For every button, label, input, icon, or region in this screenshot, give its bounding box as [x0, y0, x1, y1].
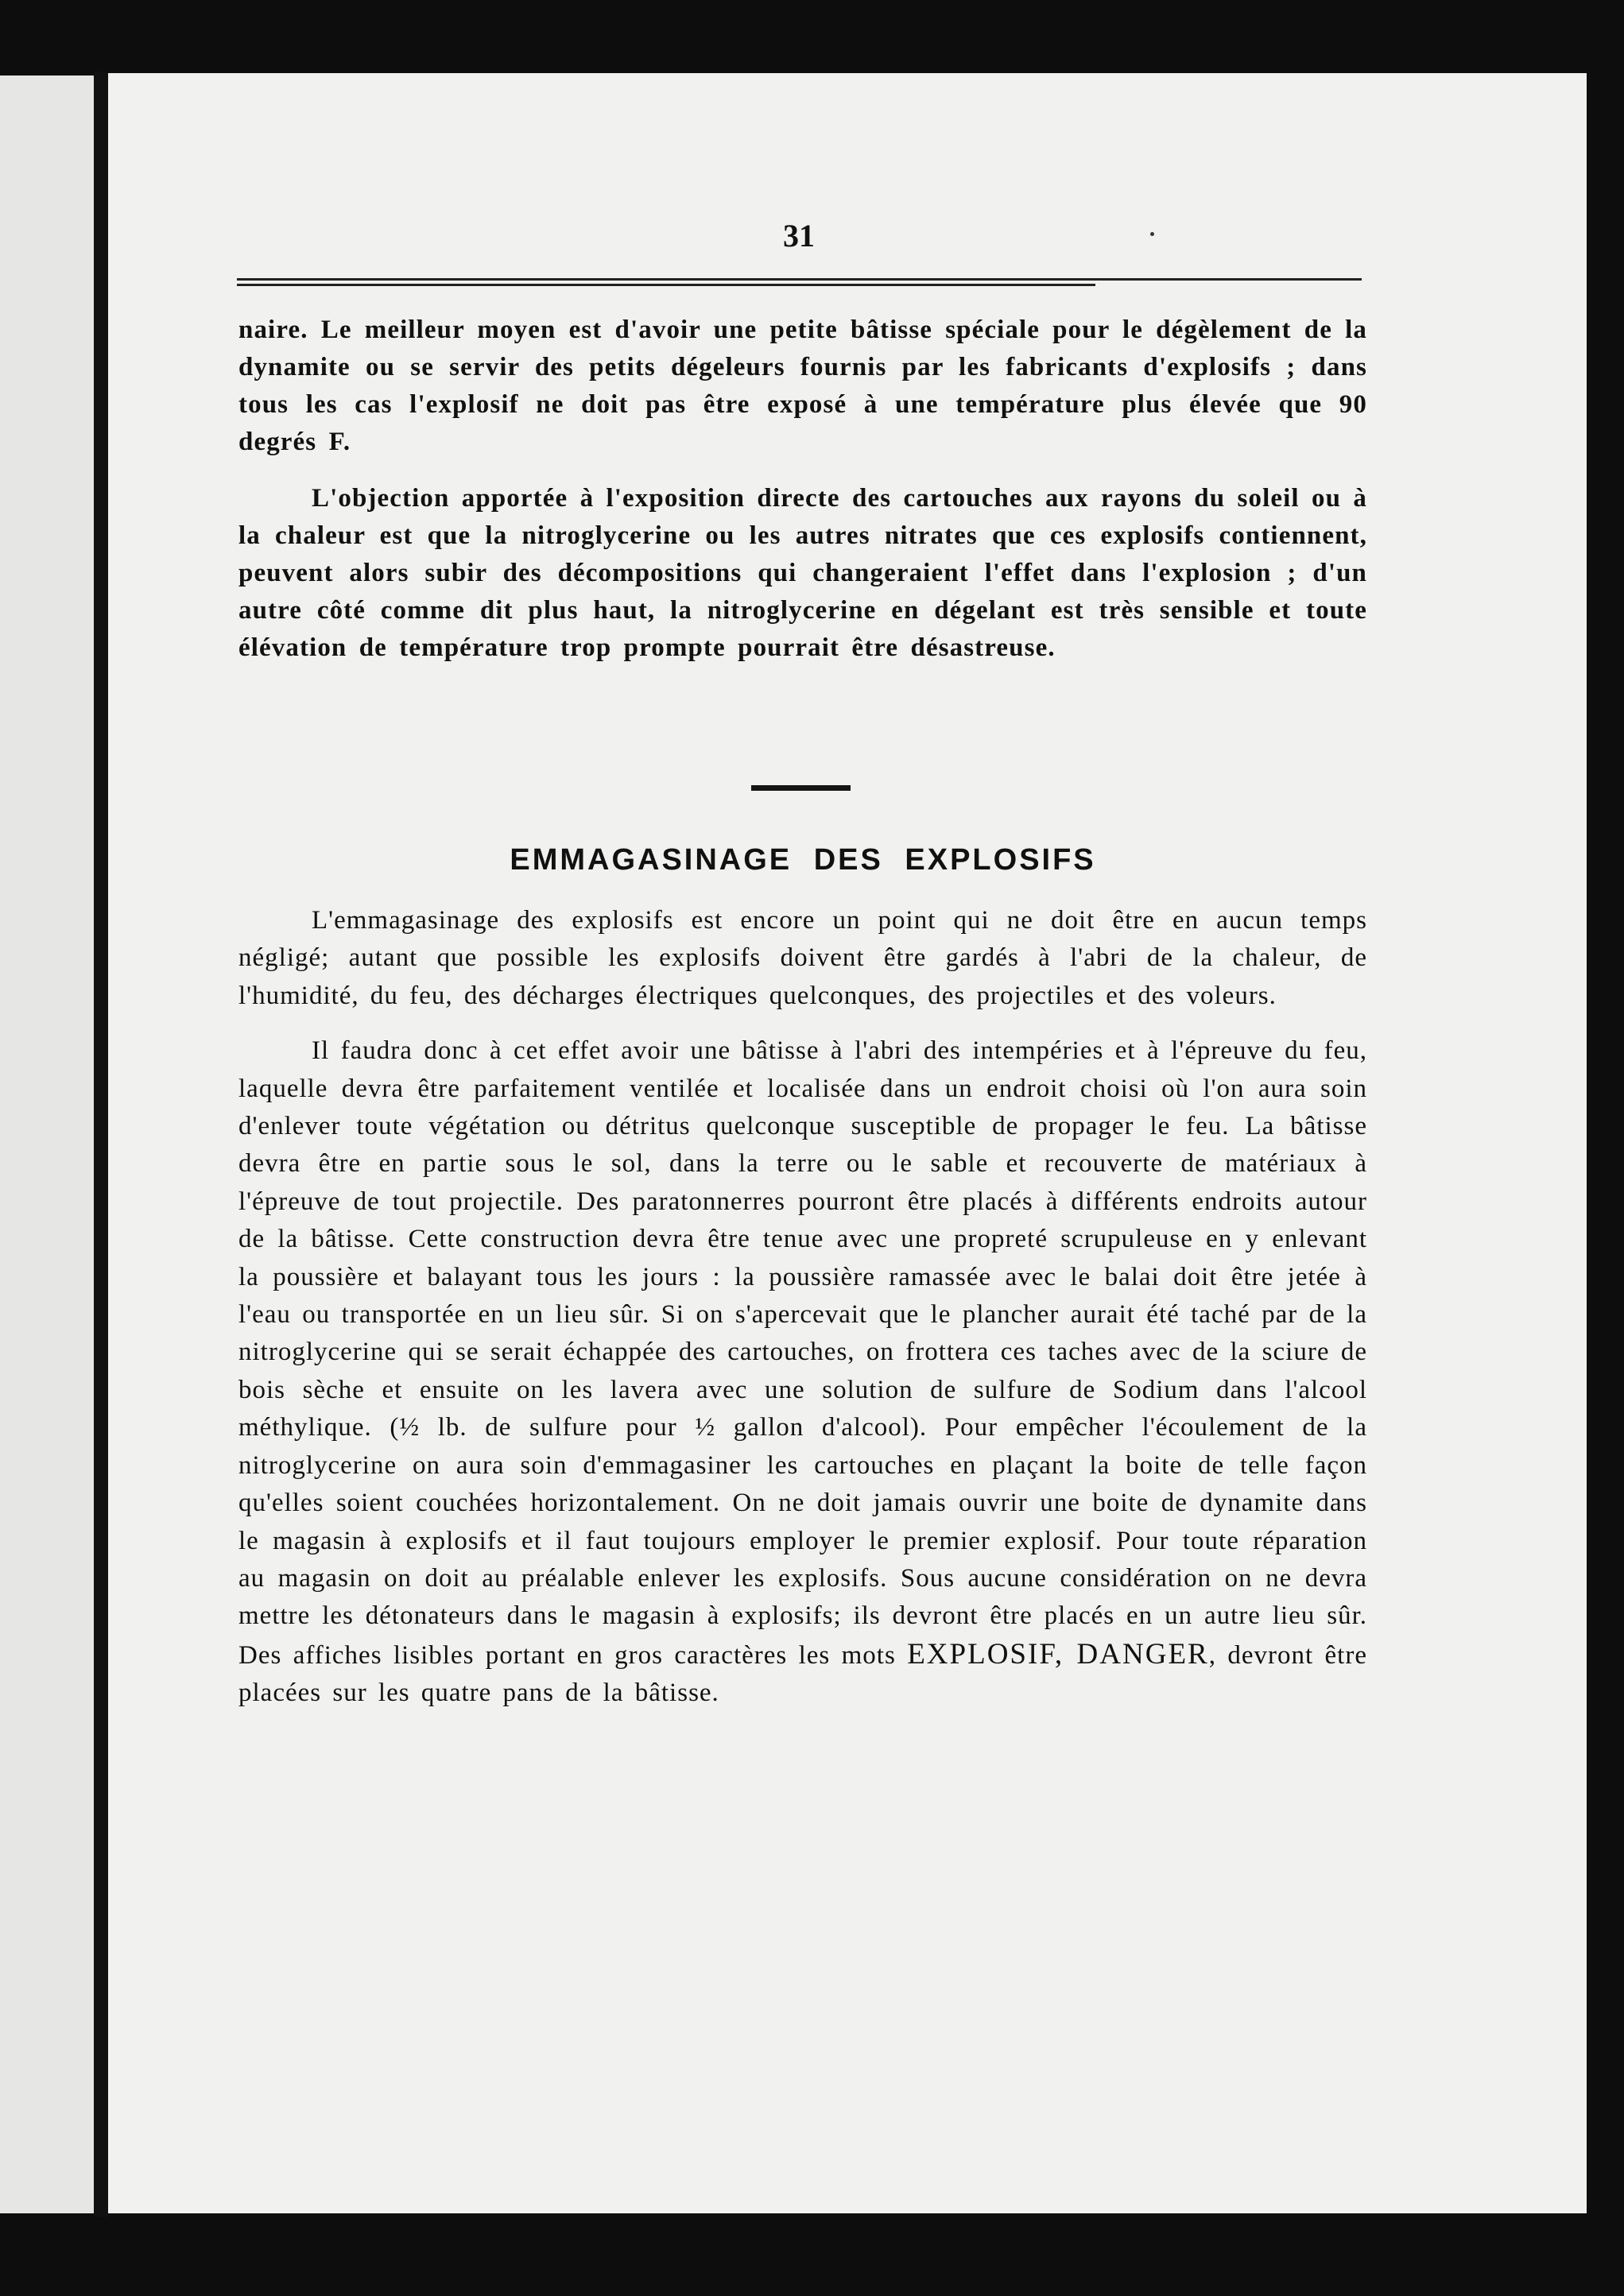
header-rule-secondary	[237, 284, 1095, 286]
section-paragraph-storage: L'emmagasinage des explosifs est encore un point qui ne doit être en aucun temps négligé; autant que possible les explosifs doivent être gardés à l'abri de la chaleur, de l'humidité, du feu, des décharges électriques quelconques, des projectiles et des voleurs.	[238, 906, 1367, 1010]
warning-words: EXPLOSIF, DANGER	[907, 1637, 1209, 1671]
building-paragraph-end: , devront être placées sur les quatre pans de la bâtisse.	[238, 1640, 1367, 1708]
ink-speck	[1150, 232, 1154, 236]
intro-text	[238, 312, 1367, 686]
section-heading: EMMAGASINAGE DES EXPLOSIFS	[510, 843, 1096, 877]
building-paragraph-text: Il faudra donc à cet effet avoir une bâtisse à l'abri des intempéries et à l'épreuve du feu, laquelle devra être parfaitement ventilée et localisée dans un endroit choisi où l'on aura soin d'enlever toute végétation ou détritus quelconque susceptible de propager le feu. La bâtisse devra être en partie sous le sol, dans la terre ou le sable et recouverte de matériaux à l'épreuve de tout projectile. Des paratonnerres pourront être placés à différents endroits autour de la bâtisse. Cette construction devra être tenue avec une propreté scrupuleuse en y enlevant la poussière et balayant tous les jours : la poussière ramassée avec le balai doit être jetée à l'eau ou transportée en un lieu sûr. Si on s'apercevait que le plancher aurait été taché par de la nitroglycerine qui se serait échappée des cartouches, on frottera ces taches avec de la sciure de bois sèche et ensuite on les lavera avec une solution de sulfure de Sodium dans l'alcool méthylique. (½ lb. de sulfure pour ½ gallon d'alcool). Pour empêcher l'écoulement de la nitroglycerine on aura soin d'emmagasiner les cartouches en plaçant la boite de telle façon qu'elles soient couchées horizontalement. On ne doit jamais ouvrir une boite de dynamite dans le magasin à explosifs et il faut toujours employer le premier explosif. Pour toute réparation au magasin on doit au préalable enlever les explosifs. Sous aucune considération on ne devra mettre les détonateurs dans le magasin à explosifs; ils devront être placés en un autre lieu sûr. Des affiches lisibles portant en gros caractères les mots	[238, 1036, 1367, 1670]
section-text	[238, 902, 1367, 1730]
section-divider	[751, 785, 851, 791]
intro-paragraph-objection: L'objection apportée à l'exposition directe des cartouches aux rayons du soleil ou à la chaleur est que la nitroglycerine ou les autres nitrates que ces explosifs contiennent, peuvent alors subir des décompositions qui changeraient l'effet dans l'explosion ; d'un autre côté comme dit plus haut, la nitroglycerine en dégelant est très sensible et toute élévation de température trop prompte pourrait être désastreuse.	[238, 484, 1367, 662]
header-rule	[237, 278, 1362, 281]
section-paragraph-building	[238, 1032, 1367, 1712]
binding-gutter	[94, 72, 108, 2217]
intro-paragraph-continued: naire. Le meilleur moyen est d'avoir une petite bâtisse spéciale pour le dégèlement de la dynamite ou se servir des petits dégeleurs fournis par les fabricants d'explosifs ; dans tous les cas l'explosif ne doit pas être exposé à une température plus élevée que 90 degrés F.	[238, 316, 1367, 456]
page-number: 31	[783, 218, 815, 254]
facing-page-edge	[0, 76, 94, 2213]
